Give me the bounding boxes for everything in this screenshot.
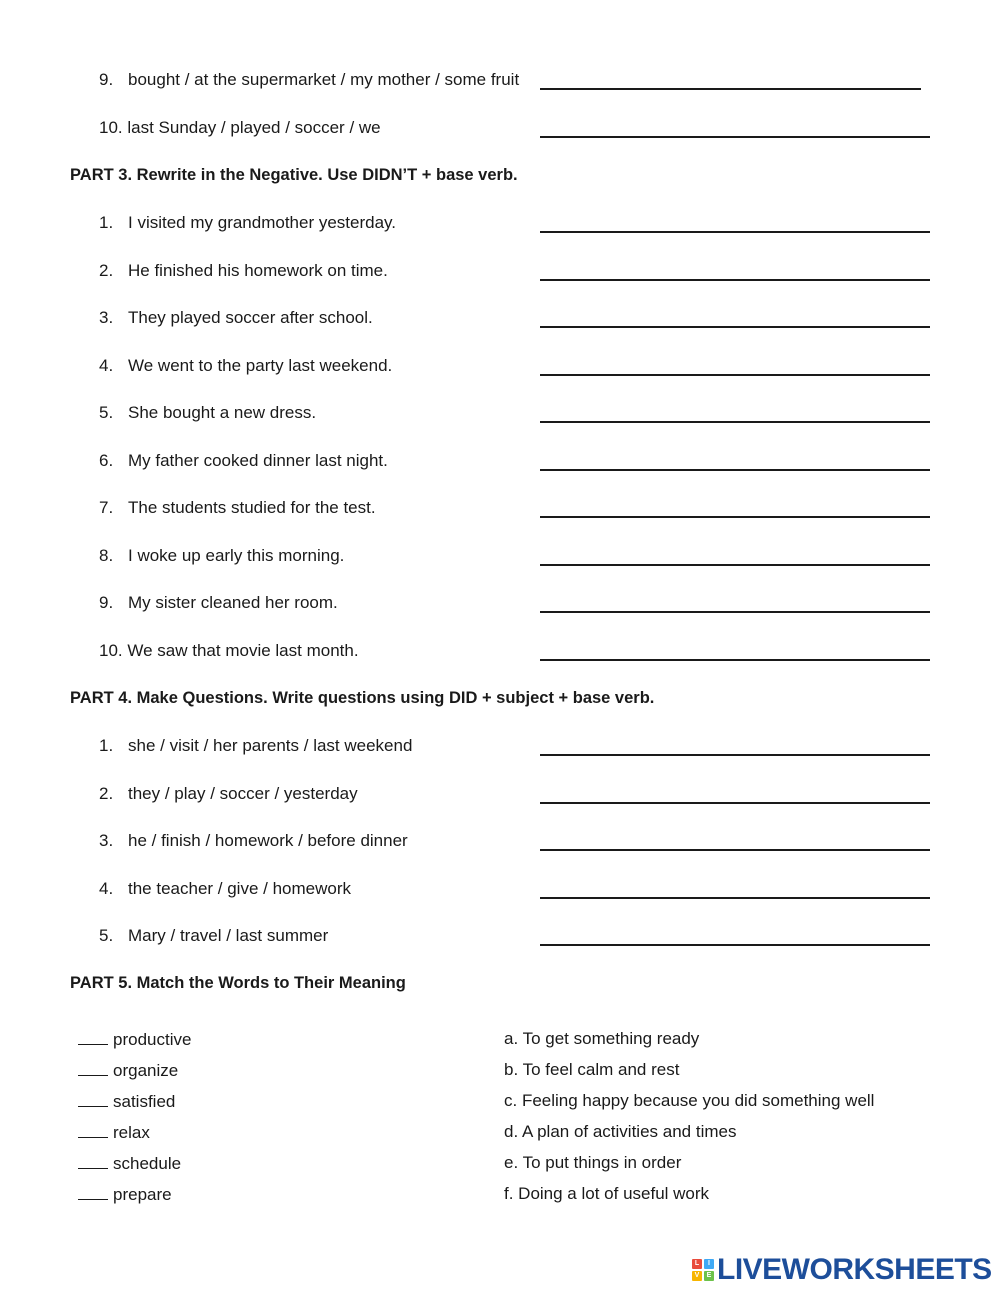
match-word <box>78 1090 175 1112</box>
word-label: schedule <box>113 1154 182 1173</box>
item-prompt: They played soccer after school. <box>128 308 373 327</box>
logo-block: L <box>692 1259 702 1269</box>
match-meaning: e. To put things in order <box>504 1153 682 1172</box>
item-prompt: he / finish / homework / before dinner <box>128 831 408 850</box>
item-number-value: 10. <box>99 641 123 660</box>
item-prompt: My sister cleaned her room. <box>128 593 338 612</box>
word-label: satisfied <box>113 1092 176 1111</box>
item-prompt: We went to the party last weekend. <box>128 356 393 375</box>
exercise-row <box>0 354 1000 378</box>
answer-line[interactable] <box>540 611 930 613</box>
exercise-row <box>0 449 1000 473</box>
logo-text: LIVEWORKSHEETS <box>717 1253 992 1286</box>
answer-line[interactable] <box>540 88 921 90</box>
item-prompt: The students studied for the test. <box>128 498 376 517</box>
item-number: 9. <box>99 70 114 89</box>
answer-line[interactable] <box>540 279 930 281</box>
exercise-row <box>0 924 1000 948</box>
match-word <box>78 1121 150 1143</box>
item-number: 5. <box>99 403 114 422</box>
item-number: 1. <box>99 736 114 755</box>
item-number: 9. <box>99 593 114 612</box>
item-prompt: I visited my grandmother yesterday. <box>128 213 397 232</box>
exercise-row <box>0 68 1000 92</box>
word-label: relax <box>113 1123 150 1142</box>
item-number: 8. <box>99 546 114 565</box>
exercise-row <box>0 401 1000 425</box>
item-prompt: she / visit / her parents / last weekend <box>128 736 413 755</box>
item-prompt: bought / at the supermarket / my mother / some fruit <box>128 70 520 89</box>
item-prompt: the teacher / give / homework <box>128 879 352 898</box>
exercise-row <box>0 829 1000 853</box>
match-meaning: d. A plan of activities and times <box>504 1122 737 1141</box>
logo-block: I <box>704 1259 714 1269</box>
answer-line[interactable] <box>540 469 930 471</box>
word-label: organize <box>113 1061 179 1080</box>
match-blank[interactable] <box>78 1090 108 1107</box>
answer-line[interactable] <box>540 944 930 946</box>
match-blank[interactable] <box>78 1183 108 1200</box>
match-word <box>78 1059 178 1081</box>
item-prompt: He finished his homework on time. <box>128 261 388 280</box>
logo-block: E <box>704 1271 714 1281</box>
item-number <box>99 116 381 140</box>
answer-line[interactable] <box>540 897 930 899</box>
match-blank[interactable] <box>78 1121 108 1138</box>
item-number: 4. <box>99 879 114 898</box>
item-prompt: We saw that movie last month. <box>127 641 359 660</box>
exercise-row <box>0 496 1000 520</box>
answer-line[interactable] <box>540 564 930 566</box>
exercise-row <box>0 591 1000 615</box>
answer-line[interactable] <box>540 374 930 376</box>
item-number: 7. <box>99 498 114 517</box>
item-number: 3. <box>99 831 114 850</box>
liveworksheets-logo[interactable] <box>692 1254 992 1286</box>
match-word <box>78 1028 191 1050</box>
exercise-row <box>0 639 1000 663</box>
answer-line[interactable] <box>540 802 930 804</box>
item-number: 1. <box>99 213 114 232</box>
exercise-row <box>0 306 1000 330</box>
answer-line[interactable] <box>540 136 930 138</box>
answer-line[interactable] <box>540 754 930 756</box>
item-number <box>99 639 359 663</box>
answer-line[interactable] <box>540 516 930 518</box>
answer-line[interactable] <box>540 326 930 328</box>
logo-blocks-icon <box>692 1259 714 1281</box>
word-label: productive <box>113 1030 192 1049</box>
exercise-row <box>0 259 1000 283</box>
match-meaning: a. To get something ready <box>504 1029 700 1048</box>
item-prompt: they / play / soccer / yesterday <box>128 784 358 803</box>
match-meaning: b. To feel calm and rest <box>504 1060 680 1079</box>
item-prompt: She bought a new dress. <box>128 403 317 422</box>
match-meaning: c. Feeling happy because you did something well <box>504 1091 875 1110</box>
exercise-row <box>0 877 1000 901</box>
exercise-row <box>0 116 1000 140</box>
item-number: 2. <box>99 261 114 280</box>
word-label: prepare <box>113 1185 172 1204</box>
item-prompt: My father cooked dinner last night. <box>128 451 388 470</box>
exercise-row <box>0 544 1000 568</box>
match-word <box>78 1183 172 1205</box>
item-prompt: last Sunday / played / soccer / we <box>127 118 381 137</box>
item-number: 3. <box>99 308 114 327</box>
match-blank[interactable] <box>78 1152 108 1169</box>
exercise-row <box>0 211 1000 235</box>
logo-block: V <box>692 1271 702 1281</box>
match-meaning: f. Doing a lot of useful work <box>504 1184 710 1203</box>
match-blank[interactable] <box>78 1028 108 1045</box>
match-blank[interactable] <box>78 1059 108 1076</box>
answer-line[interactable] <box>540 659 930 661</box>
match-word <box>78 1152 181 1174</box>
exercise-row <box>0 734 1000 758</box>
answer-line[interactable] <box>540 421 930 423</box>
item-number: 4. <box>99 356 114 375</box>
item-number: 5. <box>99 926 114 945</box>
item-prompt: I woke up early this morning. <box>128 546 345 565</box>
exercise-row <box>0 782 1000 806</box>
part5-heading: PART 5. Match the Words to Their Meaning <box>70 974 406 992</box>
item-number-value: 10. <box>99 118 123 137</box>
part3-heading: PART 3. Rewrite in the Negative. Use DIDN’T + base verb. <box>70 166 518 184</box>
answer-line[interactable] <box>540 849 930 851</box>
item-number: 6. <box>99 451 114 470</box>
item-prompt: Mary / travel / last summer <box>128 926 329 945</box>
item-number: 2. <box>99 784 114 803</box>
part4-heading: PART 4. Make Questions. Write questions using DID + subject + base verb. <box>70 689 655 707</box>
answer-line[interactable] <box>540 231 930 233</box>
